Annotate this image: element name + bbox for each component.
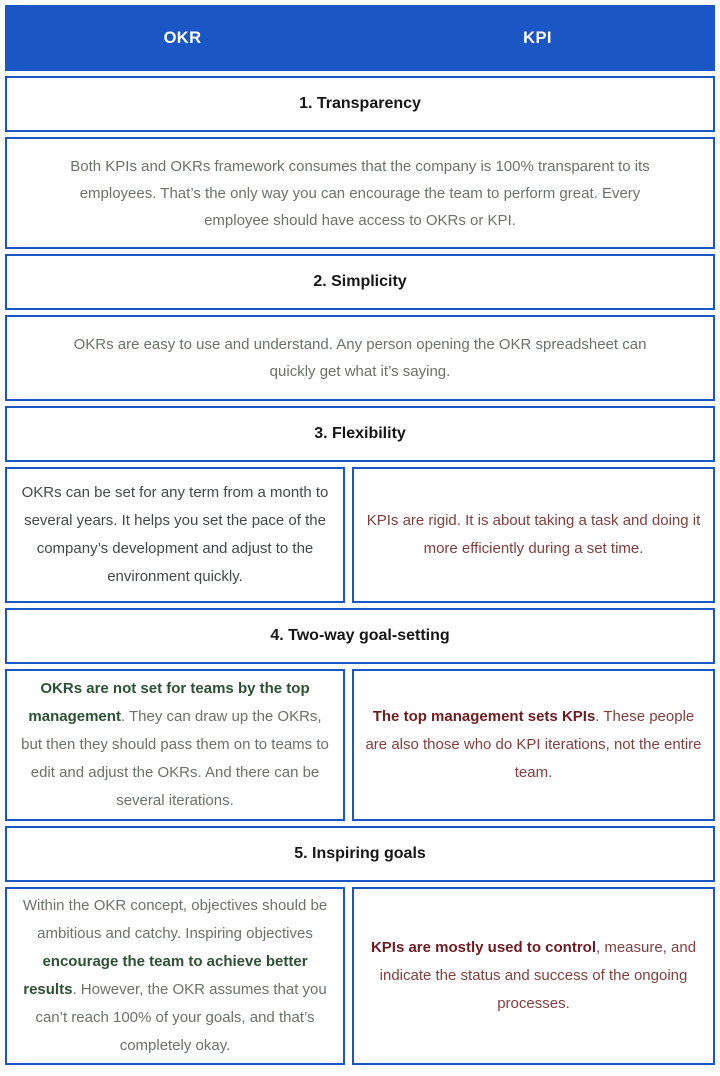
two-way-goal-setting-okr-cell xyxy=(5,669,345,821)
column-header-okr: OKR xyxy=(163,28,202,47)
flexibility-kpi-cell xyxy=(352,467,715,603)
section-two-way-goal-setting-split-row xyxy=(5,669,715,821)
okr-paragraph: Within the OKR concept, objectives should be ambitious and catchy. Inspiring objectives encourage the team to achieve better results. However, the OKR assumes that you can’t reach 100% of your goals, and that’s completely okay. xyxy=(22,897,328,1054)
shared-paragraph: OKRs are easy to use and understand. Any person opening the OKR spreadsheet can quickly get what it’s saying. xyxy=(73,336,647,380)
section-inspiring-goals-split-row xyxy=(5,887,715,1065)
shared-paragraph: Both KPIs and OKRs framework consumes that the company is 100% transparent to its employees. That’s the only way you can encourage the team to perform great. Every employee should have access to OKRs or KPI. xyxy=(70,157,650,229)
kpi-paragraph: KPIs are rigid. It is about taking a task and doing it more efficiently during a set time. xyxy=(366,512,701,557)
section-title-simplicity xyxy=(5,254,715,310)
section-title-text: 5. Inspiring goals xyxy=(294,845,426,862)
flexibility-okr-cell xyxy=(5,467,345,603)
okr-paragraph: OKRs are not set for teams by the top management. They can draw up the OKRs, but then they should pass them on to teams to edit and adjust the OKRs. And there can be several iterations. xyxy=(21,680,329,809)
kpi-paragraph: The top management sets KPIs. These people are also those who do KPI iterations, not the entire team. xyxy=(365,708,702,781)
table-header-band xyxy=(5,5,715,71)
section-title-text: 3. Flexibility xyxy=(314,425,406,442)
section-title-transparency xyxy=(5,76,715,132)
section-title-two-way-goal-setting xyxy=(5,608,715,664)
section-title-flexibility xyxy=(5,406,715,462)
section-simplicity-shared-cell xyxy=(5,315,715,401)
okr-paragraph: OKRs can be set for any term from a month to several years. It helps you set the pace of the company’s development and adjust to the environment quickly. xyxy=(21,484,329,585)
column-header-kpi: KPI xyxy=(523,28,552,47)
inspiring-goals-okr-cell xyxy=(5,887,345,1065)
section-transparency-shared-cell xyxy=(5,137,715,249)
kpi-paragraph: KPIs are mostly used to control, measure, and indicate the status and success of the ongoing processes. xyxy=(370,939,697,1012)
two-way-goal-setting-kpi-cell xyxy=(352,669,715,821)
section-title-inspiring-goals xyxy=(5,826,715,882)
section-flexibility-split-row xyxy=(5,467,715,603)
section-title-text: 1. Transparency xyxy=(299,95,421,112)
inspiring-goals-kpi-cell xyxy=(352,887,715,1065)
section-title-text: 4. Two-way goal-setting xyxy=(270,627,450,644)
section-title-text: 2. Simplicity xyxy=(313,273,407,290)
